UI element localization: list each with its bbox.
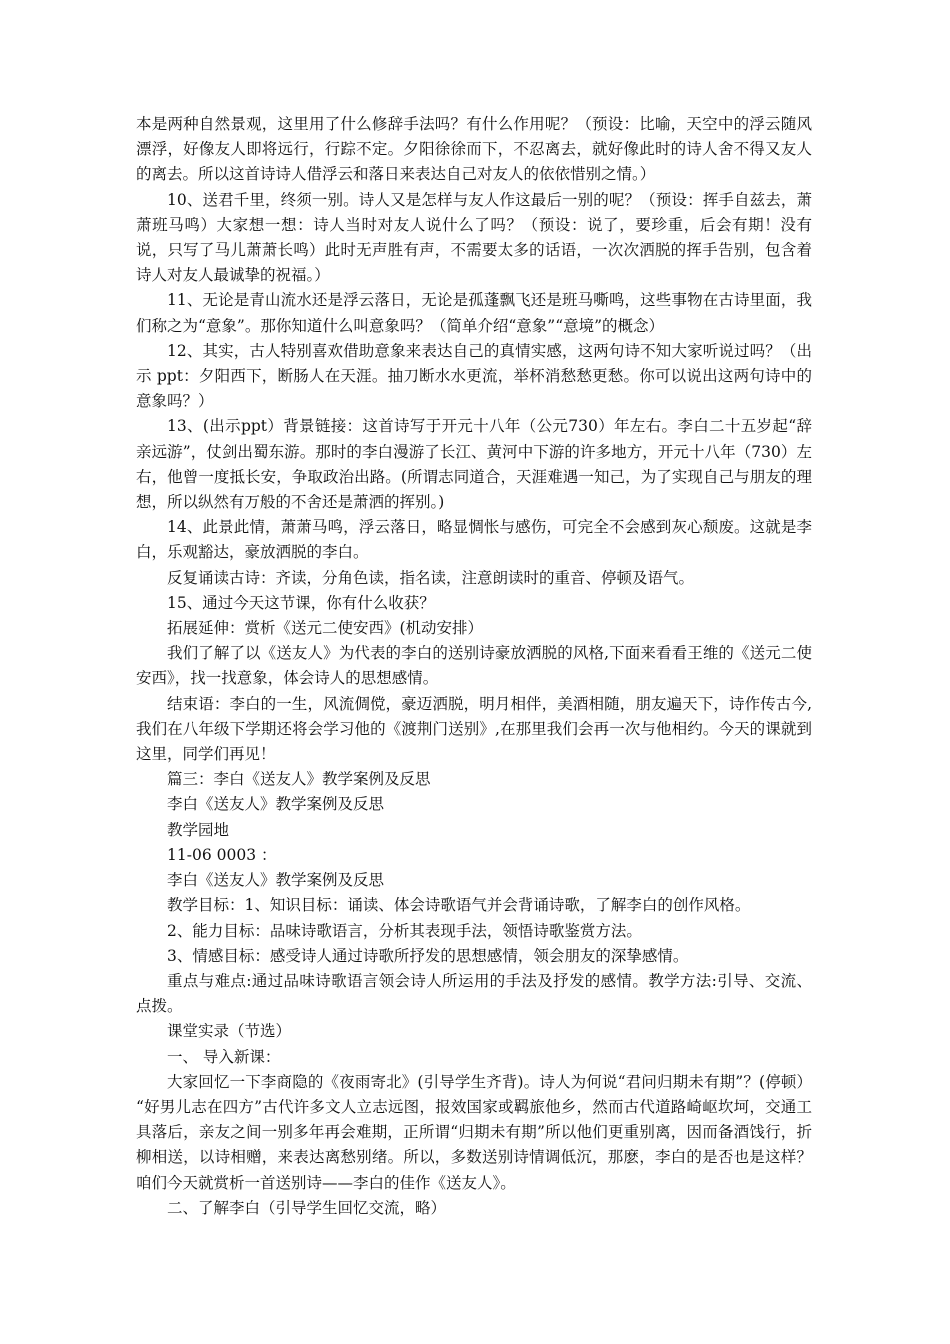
paragraph-step-10: 10、送君千里，终须一别。诗人又是怎样与友人作这最后一别的呢？（预设：挥手自兹去，萧萧班马鸣）大家想一想：诗人当时对友人说什么了吗？（预设：说了，要珍重，后会有期！没有说，只写了马儿萧萧长鸣）此时无声胜有声，不需要太多的话语，一次次洒脱的挥手告别，包含着诗人对友人最诚挚的祝福。）: [136, 190, 812, 285]
part-one-heading: 一、 导入新课：: [167, 1047, 281, 1066]
paragraph-step-15: 15、通过今天这节课，你有什么收获？: [167, 593, 435, 612]
document-body: [136, 112, 812, 1221]
key-points: 重点与难点:通过品味诗歌语言领会诗人所运用的手法及抒发的感情。教学方法:引导、交流、点拨。: [136, 971, 812, 1016]
article-category: 教学园地: [167, 820, 230, 839]
paragraph-continuation: 本是两种自然景观，这里用了什么修辞手法吗？有什么作用呢？（预设：比喻，天空中的浮云随风漂浮，好像友人即将远行，行踪不定。夕阳徐徐而下，不忍离去，就好像此时的诗人舍不得又友人的离去。所以这首诗诗人借浮云和落日来表达自己对友人的依依惜别之情。）: [136, 115, 812, 184]
article-date: 11-06 0003 ：: [167, 845, 277, 864]
section-heading: 篇三：李白《送友人》教学案例及反思: [167, 770, 431, 789]
paragraph-reading: 反复诵读古诗：齐读，分角色读，指名读，注意朗读时的重音、停顿及语气。: [167, 568, 695, 587]
goal-knowledge: 教学目标：1、知识目标：诵读、体会诗歌语气并会背诵诗歌，了解李白的创作风格。: [167, 896, 751, 915]
article-title: 李白《送友人》教学案例及反思: [167, 795, 385, 814]
paragraph-step-14: 14、此景此情，萧萧马鸣，浮云落日，略显惆怅与感伤，可完全不会感到灰心颓废。这就是李白，乐观豁达，豪放洒脱的李白。: [136, 518, 812, 562]
classroom-record-heading: 课堂实录（节选）: [167, 1022, 292, 1041]
part-one-body: 大家回忆一下李商隐的《夜雨寄北》(引导学生齐背)。诗人为何说“君问归期未有期”？(停顿） “好男儿志在四方”古代许多文人立志远图，报效国家或羁旅他乡，然而古代道路崎岖坎坷，交通工具落后，亲友之间一别多年再会难期，正所谓“归期未有期”所以他们更重别离，因而备酒饯行，折柳相送，以诗相赠，来表达离愁别绪。所以，多数送别诗情调低沉，那麽，李白的是否也是这样？咱们今天就赏析一首送别诗——李白的佳作《送友人》。: [136, 1072, 812, 1192]
paragraph-step-11: 11、无论是青山流水还是浮云落日，无论是孤蓬飘飞还是班马嘶鸣，这些事物在古诗里面，我们称之为“意象”。那你知道什么叫意象吗？（简单介绍“意象”“意境”的概念）: [136, 291, 812, 335]
paragraph-extension: 拓展延伸：赏析《送元二使安西》(机动安排）: [167, 619, 484, 638]
paragraph-extension-body: 我们了解了以《送友人》为代表的李白的送别诗豪放洒脱的风格,下面来看看王维的《送元二使安西》，找一找意象，体会诗人的思想感情。: [136, 644, 812, 688]
paragraph-step-13: 13、(出示ppt）背景链接：这首诗写于开元十八年（公元730）年左右。李白二十五岁起“辞亲远游”，仗剑出蜀东游。那时的李白漫游了长江、黄河中下游的许多地方，开元十八年（730）左右，他曾一度抵长安，争取政治出路。(所谓志同道合，天涯难遇一知己，为了实现自己与朋友的理想，所以纵然有万般的不舍还是萧洒的挥别。): [136, 417, 812, 512]
paragraph-step-12: 12、其实，古人特别喜欢借助意象来表达自己的真情实感，这两句诗不知大家听说过吗？（出示 ppt：夕阳西下，断肠人在天涯。抽刀断水水更流，举杯消愁愁更愁。你可以说出这两句诗中的意象吗？）: [136, 341, 812, 411]
part-two-heading: 二、了解李白（引导学生回忆交流，略）: [167, 1198, 447, 1217]
article-title-repeat: 李白《送友人》教学案例及反思: [167, 871, 385, 890]
goal-emotion: 3、情感目标：感受诗人通过诗歌所抒发的思想感情，领会朋友的深挚感情。: [167, 946, 689, 965]
goal-ability: 2、能力目标：品味诗歌语言，分析其表现手法，领悟诗歌鉴赏方法。: [167, 921, 642, 940]
paragraph-conclusion: 结束语：李白的一生，风流倜傥，豪迈洒脱，明月相伴，美酒相随，朋友遍天下，诗作传古今,我们在八年级下学期还将会学习他的《渡荆门送别》,在那里我们会再一次与他相约。今天的课就到这里，同学们再见！: [136, 694, 812, 764]
